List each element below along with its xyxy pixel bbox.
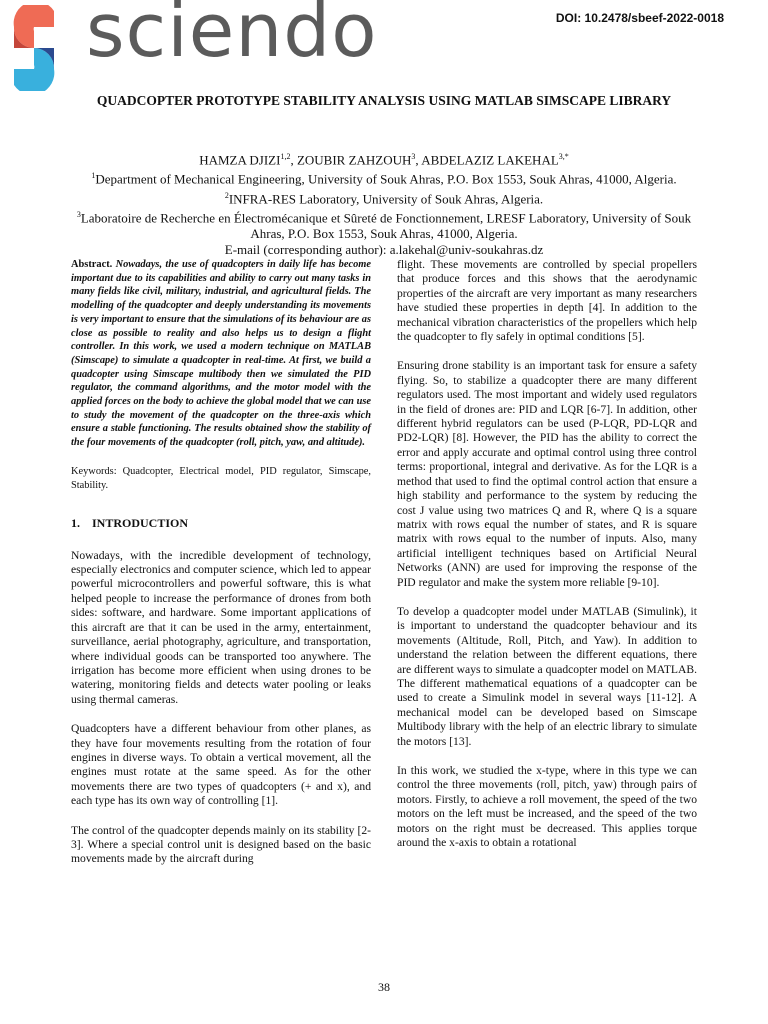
section-title: INTRODUCTION [92, 516, 189, 531]
page-header [0, 0, 768, 95]
body-paragraph: Quadcopters have a different behaviour from other planes, as they have four movements resulting from the rotation of four engines in diverse ways. To obtain a vertical movement, all the engines must rotate at the same speed. As for the other movements there are two types of quadcopters (+ and x), and each type has its own way of controlling [1]. [71, 722, 371, 808]
affiliation [60, 207, 708, 242]
author-name: ZOUBIR ZAHZOUH [296, 152, 412, 168]
affiliation-text: Laboratoire de Recherche en Électromécanique et Sûreté de Fonctionnement, LRESF Laboratory, University of Souk Ahras, P.O. Box 1553, Souk Ahras, 41000, Algeria. [80, 210, 692, 242]
author-block [60, 149, 708, 258]
author-superscript: 1,2 [280, 152, 291, 161]
affiliation-superscript: 2 [224, 190, 229, 200]
abstract-label: Abstract. [71, 259, 113, 270]
affiliation-text: INFRA-RES Laboratory, University of Souk Ahras, Algeria. [228, 190, 544, 206]
publisher-logo-text: sciendo [86, 0, 378, 74]
affiliation [60, 188, 708, 207]
paper-title: QUADCOPTER PROTOTYPE STABILITY ANALYSIS USING MATLAB SIMSCAPE LIBRARY [96, 93, 672, 108]
author-superscript: 3,* [558, 152, 569, 161]
author-list [60, 149, 708, 168]
body-paragraph: To develop a quadcopter model under MATLAB (Simulink), it is important to understand the quadcopter behaviour and its movements (Altitude, Roll, Pitch, and Yaw). In addition to understand the relation between the different equations, there are different ways to simulate a quadcopter model on MATLAB. The different mathematical equations of a quadcopter can be used to create a Simulink model in several ways [11-12]. A mechanical model can be developed based on Simscape Multibody library with the help of an electric library to simulate the motors [13]. [397, 604, 697, 748]
doi-label: DOI: 10.2478/sbeef-2022-0018 [555, 11, 724, 25]
section-number: 1. [71, 516, 80, 531]
author-name: HAMZA DJIZI [199, 152, 281, 168]
author-superscript: 3 [411, 152, 416, 161]
sciendo-logo-icon [6, 5, 62, 91]
right-column [397, 258, 697, 865]
author-separator: , [415, 152, 422, 168]
body-paragraph: The control of the quadcopter depends mainly on its stability [2-3]. Where a special control unit is designed based on the basic movements made by the aircraft during [71, 823, 371, 866]
section-heading-introduction [71, 516, 371, 530]
affiliation-superscript: 1 [91, 171, 96, 181]
author-name: ABDELAZIZ LAKEHAL [421, 152, 559, 168]
left-column [71, 258, 371, 882]
corresponding-email: E-mail (corresponding author): a.lakehal@univ-soukahras.dz [224, 242, 544, 258]
affiliation-superscript: 3 [76, 209, 81, 219]
page-number: 38 [378, 980, 390, 994]
keywords: Keywords: Quadcopter, Electrical model, PID regulator, Simscape, Stability. [71, 465, 371, 491]
abstract [71, 258, 371, 450]
body-paragraph: Nowadays, with the incredible development of technology, especially electronics and computer science, which led to appear powerful microcontrollers and powerful software, this is what helped people to increase the performance of drones from both sides: software, and hardware. Some important applications of this aircraft are that it can be used in the army, entertainment, surveillance, aerial photography, agriculture, and transportation, where individual goods can be transported too anywhere. The irrigation has become more efficient when using drones to be watering, monitoring fields and detects water pooling or leaks using thermal cameras. [71, 548, 371, 706]
author-separator: , [290, 152, 297, 168]
body-paragraph: flight. These movements are controlled by special propellers that produce forces and this shows that the aerodynamic properties of the aircraft are very important as many researchers have studied these properties in depth [4]. In addition to the mechanical vibration characteristics of the propellers which help the quadcopter to fly safely in optimal conditions [5]. [397, 258, 697, 344]
affiliation [60, 168, 708, 187]
body-paragraph: Ensuring drone stability is an important task for ensure a safety flying. So, to stabilize a quadcopter there are many different regulators used. The most important and widely used regulators in the field of drones are: PID and LQR [6-7]. In addition, other different hybrid regulators can be used (P-LQR, PD-LQR and PD2-LQR) [8]. However, the PID has the ability to correct the error and apply accurate and optimal control using three control terms: proportional, integral and derivative. As for the LQR is a method that used to find the optimal control action that ensure a high stability and performance to the system by reducing the cost J value using two matrices Q and R, where Q is a square matrix with rows equal the number of states, and R is square matrix with rows equal to the number of inputs. Also, many artificial intelligent techniques based on Artificial Neural Networks (ANN) are used for improving the response of the PID regulator and make the system more reliable [9-10]. [397, 359, 697, 589]
abstract-text: Nowadays, the use of quadcopters in daily life has become important due to its capabilities and ability to carry out many tasks in many fields like civil, military, industrial, and agricultural fields. The modelling of the quadcopter and deeply understanding its movements is very important to ensure that the simulations of its behaviour are as close as possible to reality and also helps us to design a flight controller. In this work, we used a modern technique on MATLAB (Simscape) to simulate a quadcopter in real-time. At first, we build a quadcopter using Simscape multibody then we simulated the PID regulator, the command algorithms, and the motor model with the applied forces on the body to achieve the global model that we can use to study the movement of the quadcopter on the three-axis which ensure a stable functioning. The results obtained show the stability of the four movements of the quadcopter (roll, pitch, yaw, and altitude). [71, 259, 371, 449]
affiliation-text: Department of Mechanical Engineering, University of Souk Ahras, P.O. Box 1553, Souk Ahras, 41000, Algeria. [95, 171, 677, 187]
body-paragraph: In this work, we studied the x-type, where in this type we can control the three movements (roll, pitch, yaw) through pairs of motors. Firstly, to achieve a roll movement, the speed of the two motors on the left must be increased, and the speed of the two motors on the right must be decreased. This applies torque around the x-axis to obtain a rotational [397, 764, 697, 850]
